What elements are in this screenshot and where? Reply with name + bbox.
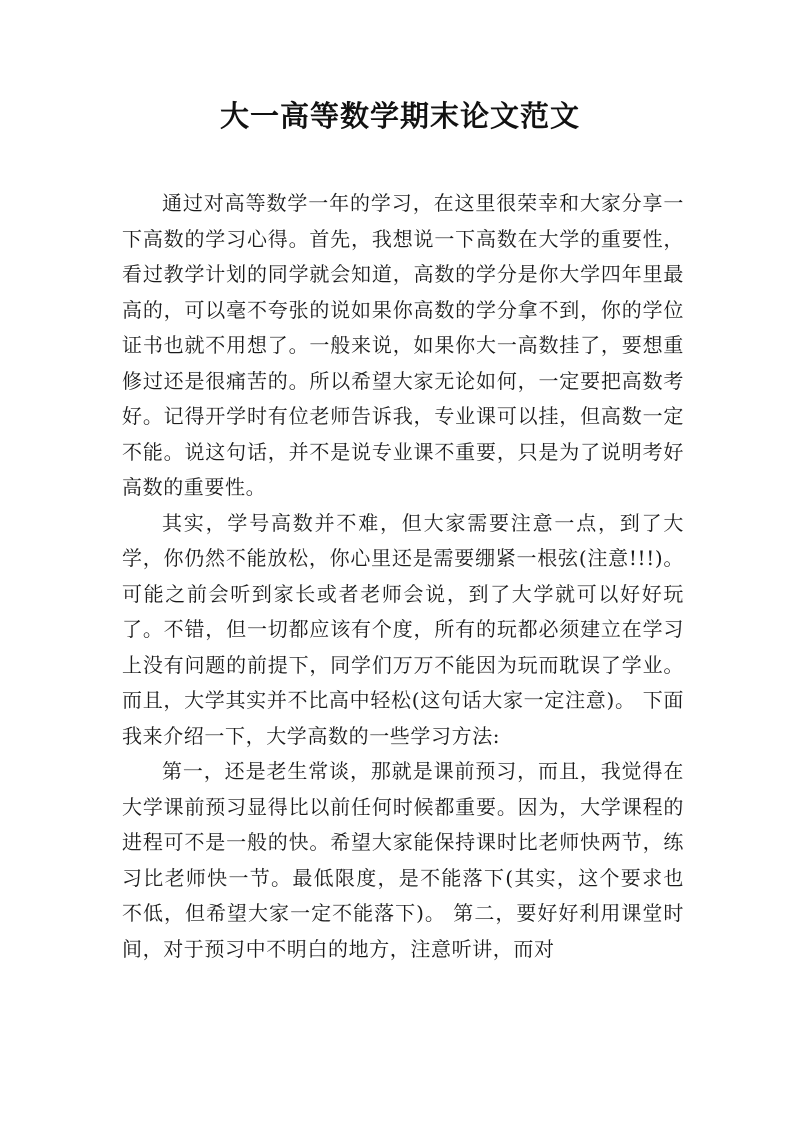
paragraph: 其实，学号高数并不难，但大家需要注意一点，到了大学，你仍然不能放松，你心里还是需要绷紧一根弦(注意!!!)。可能之前会听到家长或者老师会说，到了大学就可以好好玩了。不错，但一切都应该有个度，所有的玩都必须建立在学习上没有问题的前提下，同学们万万不能因为玩而耽误了学业。而且，大学其实并不比高中轻松(这句话大家一定注意)。 下面我来介绍一下，大学高数的一些学习方法: [122,510,684,748]
paragraph: 第一，还是老生常谈，那就是课前预习，而且，我觉得在大学课前预习显得比以前任何时候都重要。因为，大学课程的进程可不是一般的快。希望大家能保持课时比老师快两节，练习比老师快一节。最低限度，是不能落下(其实，这个要求也不低，但希望大家一定不能落下)。 第二，要好好利用课堂时间，对于预习中不明白的地方，注意听讲，而对 [122,759,684,961]
paragraph: 通过对高等数学一年的学习，在这里很荣幸和大家分享一下高数的学习心得。首先，我想说一下高数在大学的重要性，看过教学计划的同学就会知道，高数的学分是你大学四年里最高的，可以毫不夸张的说如果你高数的学分拿不到，你的学位证书也就不用想了。一般来说，如果你大一高数挂了，要想重修过还是很痛苦的。所以希望大家无论如何，一定要把高数考好。记得开学时有位老师告诉我，专业课可以挂，但高数一定不能。说这句话，并不是说专业课不重要，只是为了说明考好高数的重要性。 [122,191,684,499]
document-title: 大一高等数学期末论文范文 [219,99,580,133]
document-body [122,186,684,967]
